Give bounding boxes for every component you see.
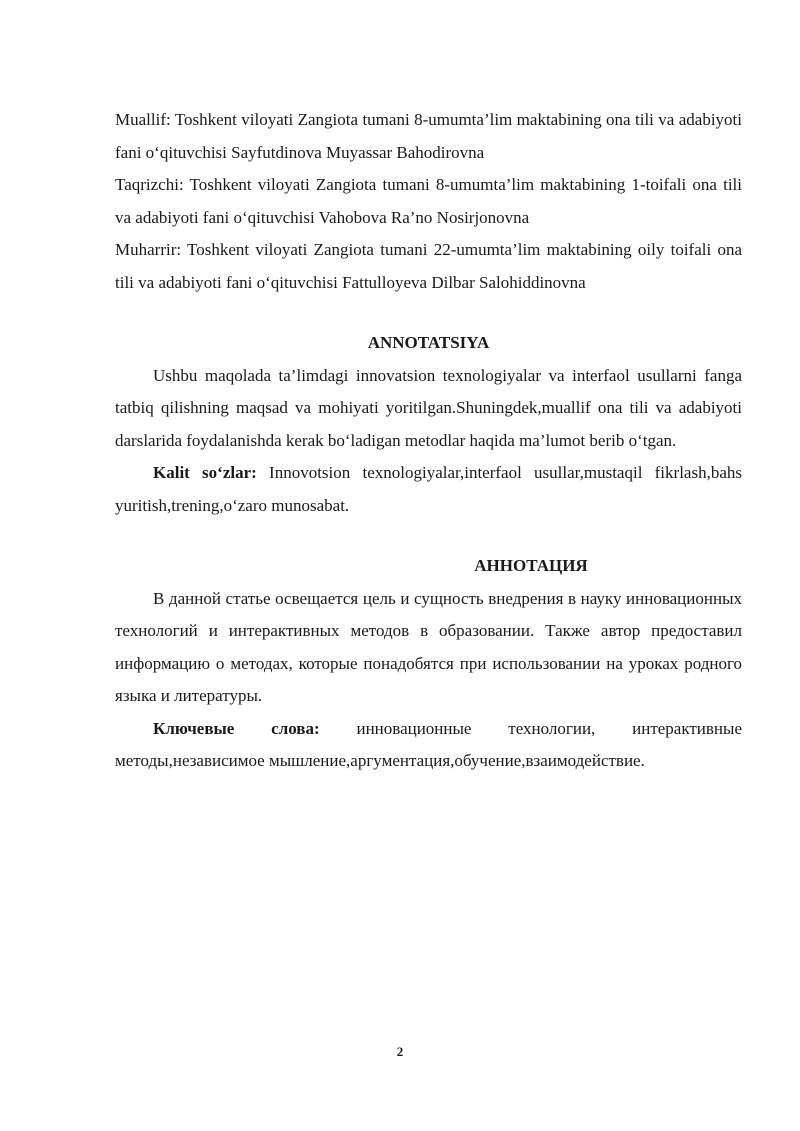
credits-block (115, 104, 742, 299)
keywords-ru-text: инновационные технологии, интерактивные методы,независимое мышление,аргументация,обучение,взаимодействие. (115, 718, 742, 770)
page-number: 2 (396, 1044, 404, 1059)
keywords-uz (115, 457, 742, 522)
annotation-ru-body: В данной статье освещается цель и сущность внедрения в науку инновационных технологий и интерактивных методов в образовании. Также автор предоставил информацию о методах, которые понадобятся при использовании на уроках родного языка и литературы. (115, 588, 742, 705)
keywords-ru (115, 713, 742, 778)
annotation-uz-section (115, 327, 742, 522)
keywords-uz-label: Kalit so‘zlar: (153, 463, 257, 482)
annotation-ru-title: АННОТАЦИЯ (474, 556, 588, 575)
annotation-uz-title: ANNOTATSIYA (367, 333, 490, 352)
annotation-ru-section (115, 550, 742, 778)
keywords-ru-label: Ключевые слова: (153, 718, 320, 738)
document-page (115, 104, 742, 778)
reviewer-line: Taqrizchi: Toshkent viloyati Zangiota tumani 8-umumta’lim maktabining 1-toifali ona tili va adabiyoti fani o‘qituvchisi Vahobova Ra’no Nosirjonovna (115, 175, 742, 227)
keywords-uz-text: Innovotsion texnologiyalar,interfaol usullar,mustaqil fikrlash,bahs yuritish,trening,o‘zaro munosabat. (115, 463, 742, 515)
author-line: Muallif: Toshkent viloyati Zangiota tumani 8-umumta’lim maktabining ona tili va adabiyoti fani o‘qituvchisi Sayfutdinova Muyassar Bahodirovna (115, 110, 742, 162)
editor-line: Muharrir: Toshkent viloyati Zangiota tumani 22-umumta’lim maktabining oily toifali ona tili va adabiyoti fani o‘qituvchisi Fattulloyeva Dilbar Salohiddinovna (115, 240, 742, 292)
annotation-uz-body: Ushbu maqolada ta’limdagi innovatsion texnologiyalar va interfaol usullarni fanga tatbiq qilishning maqsad va mohiyati yoritilgan.Shuningdek,muallif ona tili va adabiyoti darslarida foydalanishda kerak bo‘ladigan metodlar haqida ma’lumot berib o‘tgan. (115, 365, 742, 450)
